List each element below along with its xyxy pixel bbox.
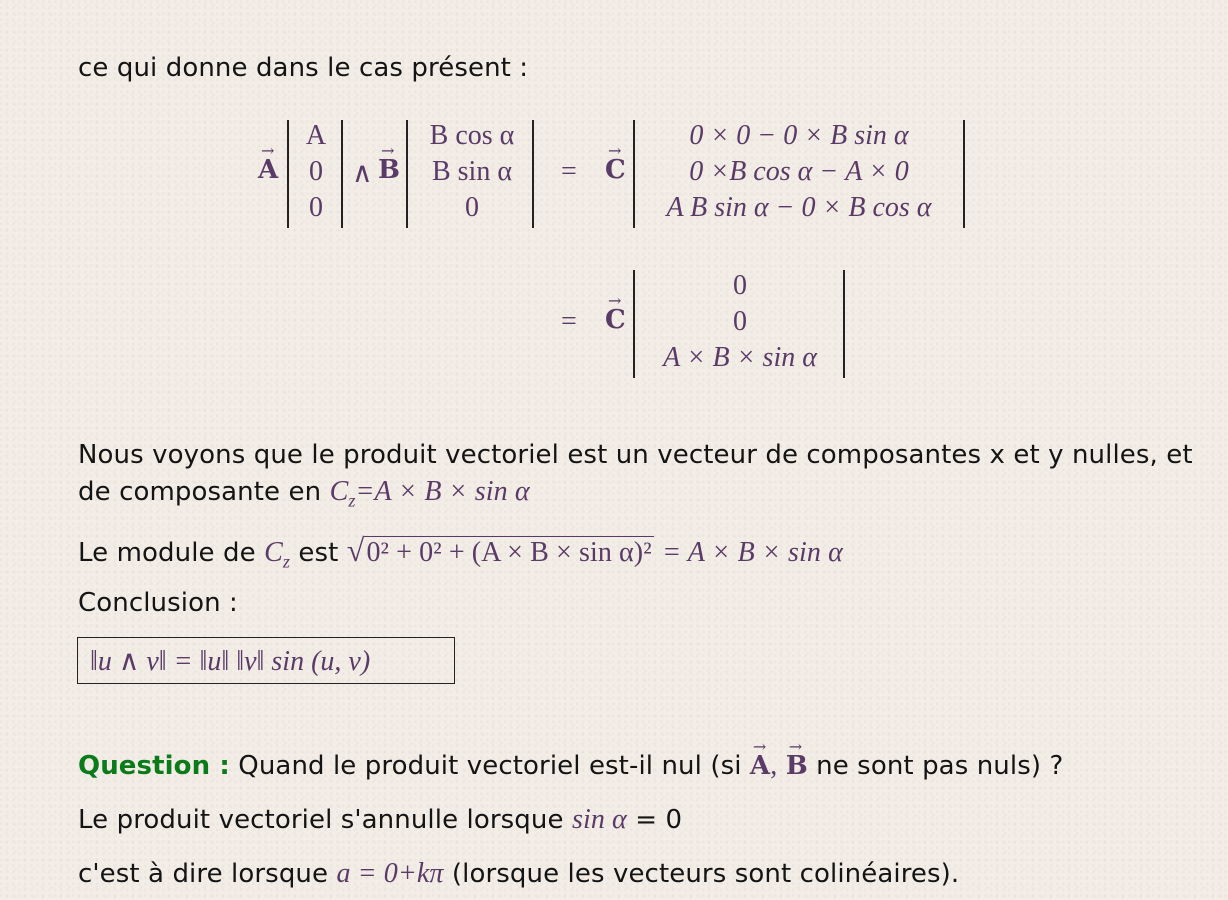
question-line (78, 737, 1064, 782)
question-text: ne sont pas nuls) ? (816, 751, 1064, 781)
a-component: 0 (309, 156, 323, 187)
conclusion-label: Conclusion : (78, 588, 238, 618)
comma: , (770, 750, 778, 781)
c-component: 0 (733, 270, 747, 301)
sqrt-symbol: √ (346, 532, 365, 568)
vector-B: → B (378, 141, 400, 185)
b-component: 0 (465, 192, 479, 223)
answer-text: Le produit vectoriel s'annulle lorsque (78, 805, 564, 835)
math-condition: a = 0+kπ (336, 858, 444, 889)
math-Cz: $C_z$ (264, 537, 290, 572)
conclusion-formula-box (77, 637, 455, 684)
answer-line (78, 804, 682, 836)
c-component: A × B × sin α (663, 342, 817, 373)
c-component: A B sin α − 0 × B cos α (666, 192, 932, 223)
sqrt-radicand: 0² + 0² + (A × B × sin α)² (366, 537, 652, 568)
a-component: A (305, 120, 327, 151)
paragraph-line (78, 476, 530, 512)
bar (341, 120, 343, 228)
math-result: = A × B × sin α (662, 537, 843, 568)
bar (406, 120, 408, 228)
bar (633, 270, 635, 378)
vector-A: → A (749, 737, 771, 781)
bar (843, 270, 845, 378)
module-line (78, 532, 843, 573)
c-component: 0 × 0 − 0 × B sin α (689, 120, 909, 151)
paragraph-line: Nous voyons que le produit vectoriel est un vecteur de composantes x et y nulles, et (78, 440, 1193, 470)
b-component: B sin α (431, 156, 513, 187)
b-component: B cos α (429, 120, 515, 151)
question-label: Question : (78, 751, 230, 781)
wedge-operator: ∧ (352, 158, 373, 189)
math-Cz: $C_z=A \times B \times \sin \alpha$ (329, 476, 530, 511)
answer-text: (lorsque les vecteurs sont colinéaires). (451, 859, 960, 889)
bar (287, 120, 289, 228)
module-text: est (298, 538, 339, 568)
module-text: Le module de (78, 538, 256, 568)
vector-C: → C (605, 141, 626, 185)
answer-text: = 0 (635, 805, 683, 835)
equals-sign: = (561, 306, 577, 337)
vector-B: → B (785, 737, 808, 781)
bar (633, 120, 635, 228)
c-component: 0 ×B cos α − A × 0 (689, 156, 909, 187)
answer-text: c'est à dire lorsque (78, 859, 329, 889)
intro-text: ce qui donne dans le cas présent : (78, 53, 529, 83)
a-component: 0 (309, 192, 323, 223)
equals-sign: = (561, 156, 577, 187)
math-expression: =A × B × sin α (355, 476, 530, 507)
vector-A: → A (258, 141, 279, 185)
c-component: 0 (733, 306, 747, 337)
vector-C: → C (605, 291, 626, 335)
answer-line (78, 858, 959, 890)
math-sin: sin α (571, 804, 627, 835)
question-text: Quand le produit vectoriel est-il nul (si (238, 751, 742, 781)
paragraph-text: de composante en (78, 477, 322, 507)
bar (532, 120, 534, 228)
bar (963, 120, 965, 228)
conclusion-formula: ‖u ∧ v‖ = ‖u‖ ‖v‖ sin (u, v) (90, 646, 371, 677)
